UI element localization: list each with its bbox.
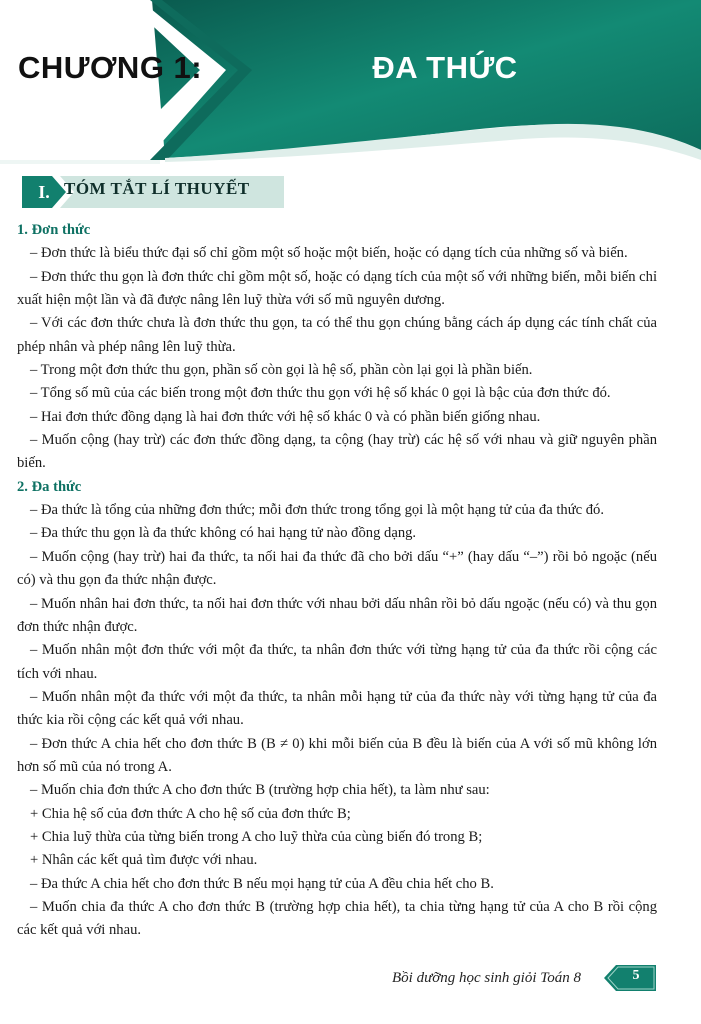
step-item: + Chia luỹ thừa của từng biến trong A cho luỹ thừa của cùng biến đó trong B; [30,828,483,845]
book-title: Bồi dưỡng học sinh giỏi Toán 8 [392,970,581,986]
chapter-header [0,0,701,170]
paragraph: – Muốn cộng (hay trừ) hai đa thức, ta nối hai đa thức đã cho bởi dấu “+” (hay dấu “–”) rồi bỏ ngoặc (nếu có) và thu gọn đa thức nhận được. [17,548,657,589]
page-number: 5 [632,968,640,983]
paragraph: – Muốn nhân một đơn thức với một đa thức, ta nhân đơn thức với từng hạng tử của đa thức rồi cộng các tích với nhau. [17,642,657,682]
section-title: TÓM TẮT LÍ THUYẾT [64,179,250,198]
paragraph: – Với các đơn thức chưa là đơn thức thu gọn, ta có thể thu gọn chúng bằng cách áp dụng các tính chất của phép nhân và phép nâng lên luỹ thừa. [17,315,657,355]
paragraph: – Muốn chia đa thức A cho đơn thức B (trường hợp chia hết), ta chia từng hạng tử của A cho B rồi cộng các kết quả với nhau. [17,898,657,939]
section-number: I. [38,182,50,202]
chapter-label: CHƯƠNG 1: [18,50,203,85]
paragraph: – Đơn thức thu gọn là đơn thức chỉ gồm một số, hoặc có dạng tích của một số với những biến, mỗi biến chỉ xuất hiện một lần và đã được nâng lên luỹ thừa với số mũ nguyên dương. [17,268,657,309]
paragraph: – Trong một đơn thức thu gọn, phần số còn gọi là hệ số, phần còn lại gọi là phần biến. [30,362,533,379]
paragraph: – Đơn thức A chia hết cho đơn thức B (B ≠ 0) khi mỗi biến của B đều là biến của A với số mũ không lớn hơn số mũ của nó trong A. [17,735,657,775]
theory-content [17,219,657,943]
step-item: + Chia hệ số của đơn thức A cho hệ số của đơn thức B; [30,805,351,822]
paragraph: – Muốn chia đơn thức A cho đơn thức B (trường hợp chia hết), ta làm như sau: [30,782,490,799]
paragraph: – Đa thức là tổng của những đơn thức; mỗi đơn thức trong tổng gọi là một hạng tử của đa thức đó. [30,502,604,519]
paragraph: – Muốn nhân hai đơn thức, ta nối hai đơn thức với nhau bởi dấu nhân rồi bỏ dấu ngoặc (nếu có) và thu gọn đơn thức nhận được. [17,595,657,635]
paragraph: – Muốn cộng (hay trừ) các đơn thức đồng dạng, ta cộng (hay trừ) các hệ số với nhau và giữ nguyên phần biến. [17,432,657,472]
paragraph: – Đa thức A chia hết cho đơn thức B nếu mọi hạng tử của A đều chia hết cho B. [30,875,494,892]
chapter-title: ĐA THỨC [372,50,518,85]
step-item: + Nhân các kết quả tìm được với nhau. [30,852,258,869]
paragraph: – Hai đơn thức đồng dạng là hai đơn thức với hệ số khác 0 và có phần biến giống nhau. [30,408,541,425]
paragraph: – Tổng số mũ của các biến trong một đơn thức thu gọn với hệ số khác 0 gọi là bậc của đơn thức đó. [30,385,611,402]
paragraph: – Đơn thức là biểu thức đại số chỉ gồm một số hoặc một biến, hoặc có dạng tích của những số và biến. [30,245,628,262]
subsection-heading: 2. Đa thức [17,478,82,495]
paragraph: – Muốn nhân một đa thức với một đa thức, ta nhân mỗi hạng tử của đa thức này với từng hạng tử của đa thức kia rồi cộng các kết quả với nhau. [17,688,657,729]
subsection-heading: 1. Đơn thức [17,222,91,238]
paragraph: – Đa thức thu gọn là đa thức không có hai hạng tử nào đồng dạng. [30,525,417,542]
